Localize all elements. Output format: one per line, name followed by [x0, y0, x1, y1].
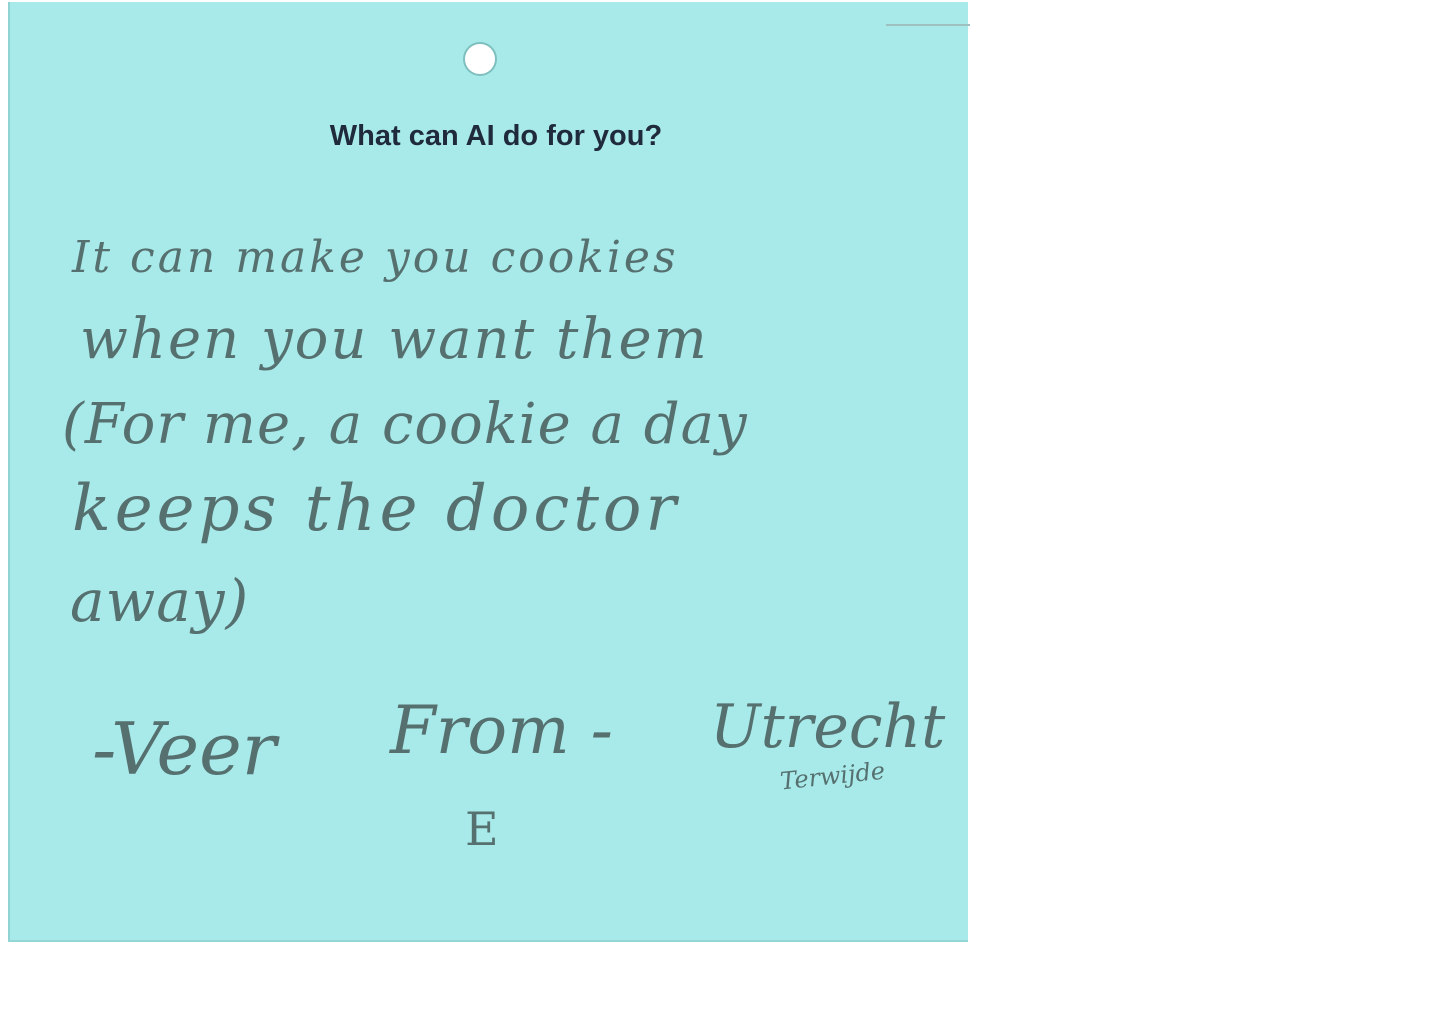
answer-line-2: when you want them — [80, 307, 709, 372]
signature-name: -Veer — [92, 707, 277, 791]
signature-from: From - — [390, 692, 613, 769]
response-card — [8, 2, 968, 942]
signature-city: Utrecht — [710, 692, 946, 762]
punch-hole — [463, 42, 497, 76]
card-edge-line — [886, 24, 970, 26]
signature-district: Terwijde — [778, 756, 887, 796]
answer-line-1: It can make you cookies — [72, 232, 679, 283]
answer-line-5: away) — [70, 567, 250, 635]
signature-mark: E — [465, 802, 499, 856]
answer-line-4: keeps the doctor — [72, 472, 681, 546]
question-heading: What can AI do for you? — [329, 120, 663, 152]
answer-line-3: (For me, a cookie a day — [62, 392, 748, 457]
